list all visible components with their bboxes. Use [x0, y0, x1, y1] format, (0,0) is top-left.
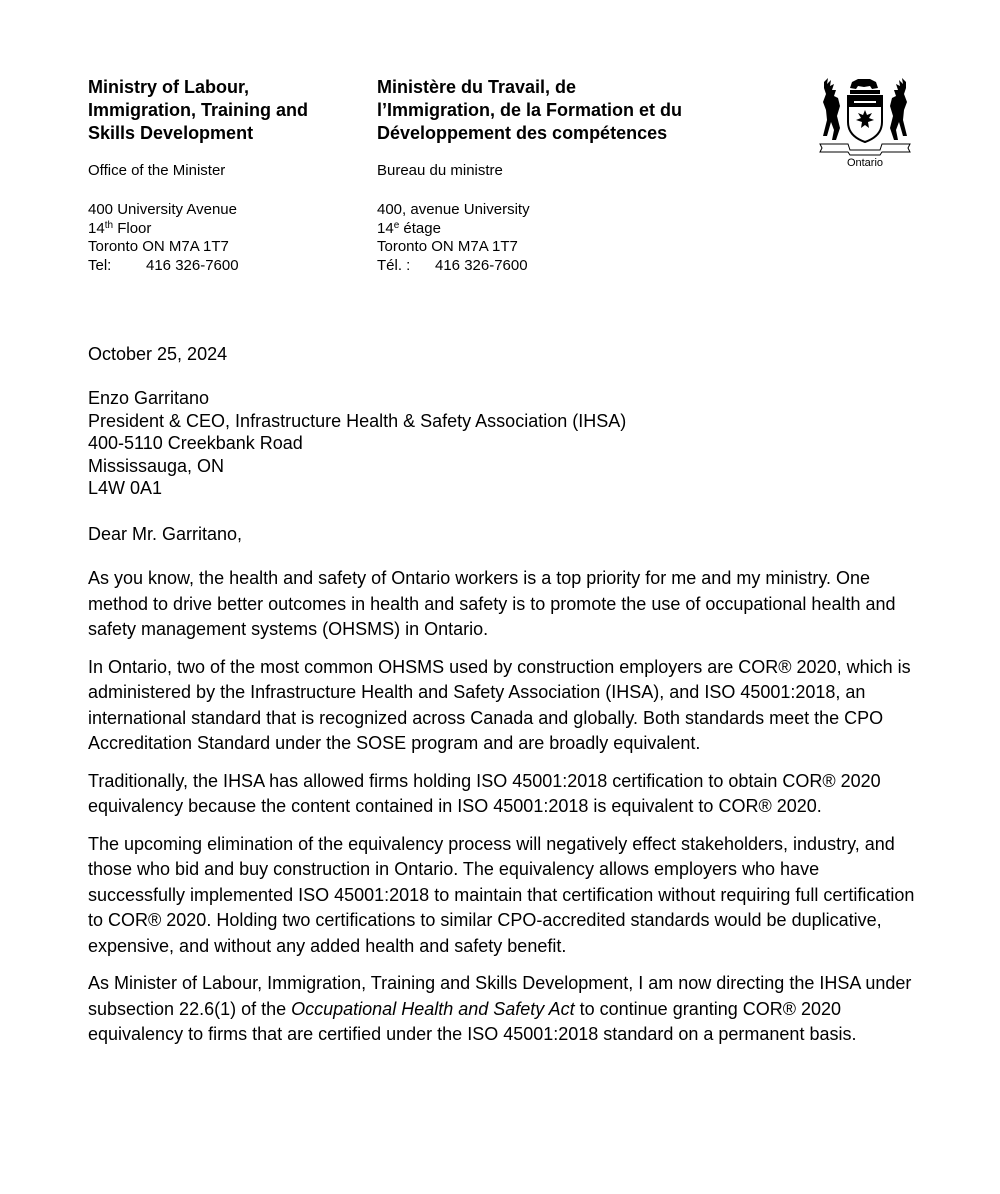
- recipient-city: Mississauga, ON: [88, 455, 225, 476]
- address-en: [88, 201, 239, 275]
- recipient-street: 400-5110 Creekbank Road: [88, 433, 303, 453]
- ministry-name-fr: [377, 76, 777, 145]
- address-fr: [377, 201, 530, 275]
- floor-number: 14: [88, 219, 105, 237]
- office-name-en: Office of the Minister: [88, 162, 226, 179]
- ministry-name-fr-line: l’Immigration, de la Formation et du: [377, 100, 683, 120]
- recipient-postal-code: L4W 0A1: [88, 478, 163, 498]
- phone-en: [88, 257, 239, 276]
- ministry-name-en-line: Ministry of Labour,: [88, 77, 250, 97]
- floor-number: 14: [377, 219, 394, 237]
- tel-label: Tél. :: [377, 256, 411, 274]
- body-paragraph: As you know, the health and safety of Ontario workers is a top priority for me and my ministry. One method to drive better outcomes in health and safety is to promote the use of occupational health and safety management systems (OHSMS) in Ontario.: [88, 568, 896, 639]
- letter-date: October 25, 2024: [88, 344, 228, 364]
- floor-suffix: e: [393, 219, 400, 231]
- street-en: 400 University Avenue: [88, 201, 237, 218]
- recipient-title: President & CEO, Infrastructure Health & Safety Association (IHSA): [88, 410, 627, 431]
- ministry-name-en-line: Immigration, Training and: [88, 100, 309, 120]
- ministry-name-fr-line: Développement des compétences: [377, 123, 668, 143]
- floor-word: Floor: [113, 219, 152, 237]
- directive-text: As Minister of Labour, Immigration, Training and Skills Development, I am now directing the IHSA under subsection 22.6(1) of the: [88, 973, 912, 1019]
- coat-of-arms-icon: [818, 76, 912, 156]
- header-english: [88, 76, 368, 274]
- floor-en: [88, 220, 239, 239]
- body-paragraph: In Ontario, two of the most common OHSMS used by construction employers are COR® 2020, which is administered by the Infrastructure Health and Safety Association (IHSA), and ISO 45001:2018, an international standard that is recognized across Canada and globally. Both standards meet the CPO Accreditation Standard under the SOSE program and are broadly equivalent.: [88, 656, 911, 753]
- body-paragraph: Traditionally, the IHSA has allowed firms holding ISO 45001:2018 certification to obtain COR® 2020 equivalency because the content contained in ISO 45001:2018 is equivalent to COR® 2020.: [88, 770, 881, 816]
- letter-body: [88, 566, 918, 1060]
- floor-suffix: th: [104, 219, 114, 231]
- salutation: Dear Mr. Garritano,: [88, 524, 243, 544]
- ministry-name-en-line: Skills Development: [88, 123, 254, 143]
- recipient-address: [88, 387, 918, 500]
- directive-text: to continue granting COR® 2020 equivalency to firms that are certified under the ISO 45001:2018 standard on a permanent basis.: [88, 998, 857, 1044]
- tel-number: 416 326-7600: [435, 256, 528, 274]
- ontario-coat-of-arms-logo: [818, 76, 912, 174]
- floor-fr: [377, 220, 530, 239]
- office-name-fr: Bureau du ministre: [377, 162, 503, 179]
- body-paragraph: The upcoming elimination of the equivalency process will negatively effect stakeholders, industry, and those who bid and buy construction in Ontario. The equivalency allows employers who have successfully implemented ISO 45001:2018 to maintain that certification without requiring full certification to COR® 2020. Holding two certifications to similar CPO-accredited standards would be duplicative, expensive, and without any added health and safety benefit.: [88, 833, 915, 956]
- tel-number: 416 326-7600: [146, 256, 239, 274]
- ministry-name-en: [88, 76, 368, 145]
- header-french: [377, 76, 777, 274]
- body-paragraph-directive: [88, 971, 918, 1048]
- phone-fr: [377, 257, 530, 276]
- floor-word: étage: [399, 219, 441, 237]
- tel-label: Tel:: [88, 256, 112, 274]
- recipient-name: Enzo Garritano: [88, 388, 210, 408]
- city-en: Toronto ON M7A 1T7: [88, 238, 229, 255]
- street-fr: 400, avenue University: [377, 201, 530, 218]
- city-fr: Toronto ON M7A 1T7: [377, 238, 518, 255]
- act-title: Occupational Health and Safety Act: [291, 998, 575, 1019]
- ministry-name-fr-line: Ministère du Travail, de: [377, 77, 577, 97]
- ontario-label: Ontario: [846, 157, 884, 169]
